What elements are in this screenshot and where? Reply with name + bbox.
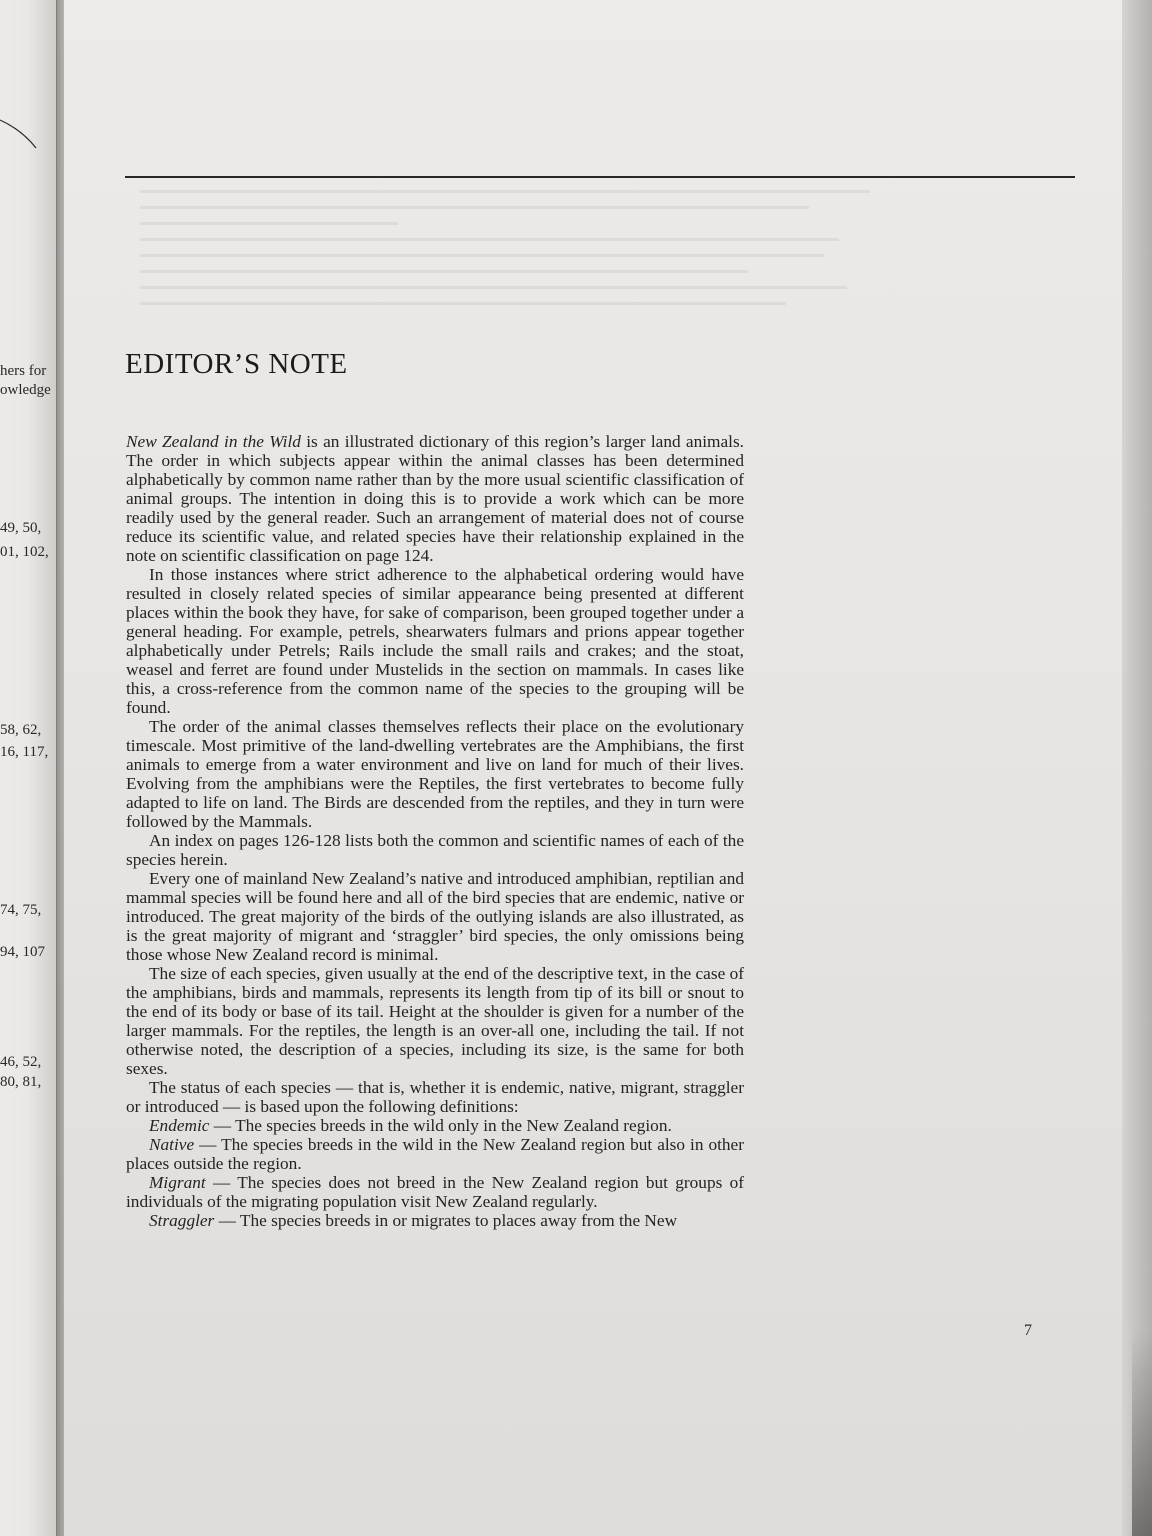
paragraph-text: The order of the animal classes themselves reflects their place on the evolutionary timescale. Most primitive of the land-dwelling vertebrates are the Amphibians, the first animals to emerge from a water environment and live on land for much of their lives. Evolving from the amphibians were the Reptiles, the first vertebrates to become fully adapted to life on land. The Birds are descended from the reptiles, and they in turn were followed by the Mammals. xyxy=(126,717,744,831)
page-number: 7 xyxy=(1024,1322,1032,1339)
editors-note-body xyxy=(126,432,744,1230)
page-stack-edge xyxy=(1122,0,1152,1536)
definition-term: Endemic xyxy=(149,1116,210,1135)
left-page-fragment: 46, 52, xyxy=(0,1054,42,1070)
left-page-fragment: owledge xyxy=(0,382,51,398)
paragraph-text: Every one of mainland New Zealand’s native and introduced amphibian, reptilian and mammal species will be found here and all of the bird species that are endemic, native or introduced. The great majority of the birds of the outlying islands are also illustrated, as is the great majority of migrant and ‘straggler’ bird species, the only omissions being those whose New Zealand record is minimal. xyxy=(126,869,744,964)
left-page-fragment: 80, 81, xyxy=(0,1074,42,1090)
left-page-fragment: 74, 75, xyxy=(0,902,42,918)
paragraph-text: The size of each species, given usually at the end of the descriptive text, in the case of the amphibians, birds and mammals, represents its length from tip of its bill or snout to the end of its body or base of its tail. Height at the shoulder is given for a number of the larger mammals. For the reptiles, the length is an over-all one, including the tail. If not otherwise noted, the description of a species, including its size, is the same for both sexes. xyxy=(126,964,744,1078)
definition-text: — The species breeds in or migrates to places away from the New xyxy=(214,1211,678,1230)
reverse-page-show-through xyxy=(140,190,900,330)
paragraph-text: An index on pages 126-128 lists both the common and scientific names of each of the species herein. xyxy=(126,831,744,869)
paragraph xyxy=(126,717,744,831)
paragraph-text: The status of each species — that is, whether it is endemic, native, migrant, straggler or introduced — is based upon the following definitions: xyxy=(126,1078,744,1116)
paragraph xyxy=(126,869,744,964)
definition-term: Migrant xyxy=(149,1173,206,1192)
left-page-fragment: 01, 102, xyxy=(0,544,49,560)
page-title: EDITOR’S NOTE xyxy=(125,348,348,380)
paragraph-text: is an illustrated dictionary of this region’s larger land animals. The order in which subjects appear within the animal classes has been determined alphabetically by common name rather than by the more usual scientific classification of animal groups. The intention in doing this is to provide a work which can be more readily used by the general reader. Such an arrangement of material does not of course reduce its scientific value, and related species have their relationship explained in the note on scientific classification on page 124. xyxy=(126,432,744,565)
book-title: New Zealand in the Wild xyxy=(126,432,301,451)
definition-term: Native xyxy=(149,1135,195,1154)
definition-term: Straggler xyxy=(149,1211,215,1230)
header-rule xyxy=(125,176,1075,178)
left-page-line-fragment xyxy=(0,100,60,160)
definition-endemic xyxy=(126,1116,744,1135)
definition-text: — The species does not breed in the New Zealand region but groups of individuals of the migrating population visit New Zealand regularly. xyxy=(126,1173,744,1211)
definition-text: — The species breeds in the wild only in the New Zealand region. xyxy=(209,1116,672,1135)
left-page-fragment: 16, 117, xyxy=(0,744,49,760)
left-page-fragment: 49, 50, xyxy=(0,520,42,536)
left-page-fragment: 58, 62, xyxy=(0,722,42,738)
definition-text: — The species breeds in the wild in the New Zealand region but also in other places outside the region. xyxy=(126,1135,744,1173)
left-page-fragment: hers for xyxy=(0,363,47,379)
left-page-fragment: 94, 107 xyxy=(0,944,45,960)
paragraph xyxy=(126,1078,744,1116)
paragraph-text: In those instances where strict adherence to the alphabetical ordering would have resulted in closely related species of similar appearance being presented at different places within the book they have, for sake of comparison, been grouped together under a general heading. For example, petrels, shearwaters fulmars and prions appear together alphabetically under Petrels; Rails include the small rails and crakes; and the stoat, weasel and ferret are found under Mustelids in the section on mammals. In cases like this, a cross-reference from the common name of the species to the grouping will be found. xyxy=(126,565,744,717)
definition-migrant xyxy=(126,1173,744,1211)
paragraph xyxy=(126,565,744,717)
paragraph xyxy=(126,831,744,869)
definition-straggler xyxy=(126,1211,744,1230)
paragraph xyxy=(126,964,744,1078)
page-corner-shadow xyxy=(1132,1330,1152,1536)
definition-native xyxy=(126,1135,744,1173)
left-facing-page xyxy=(0,0,57,1536)
paragraph xyxy=(126,432,744,565)
